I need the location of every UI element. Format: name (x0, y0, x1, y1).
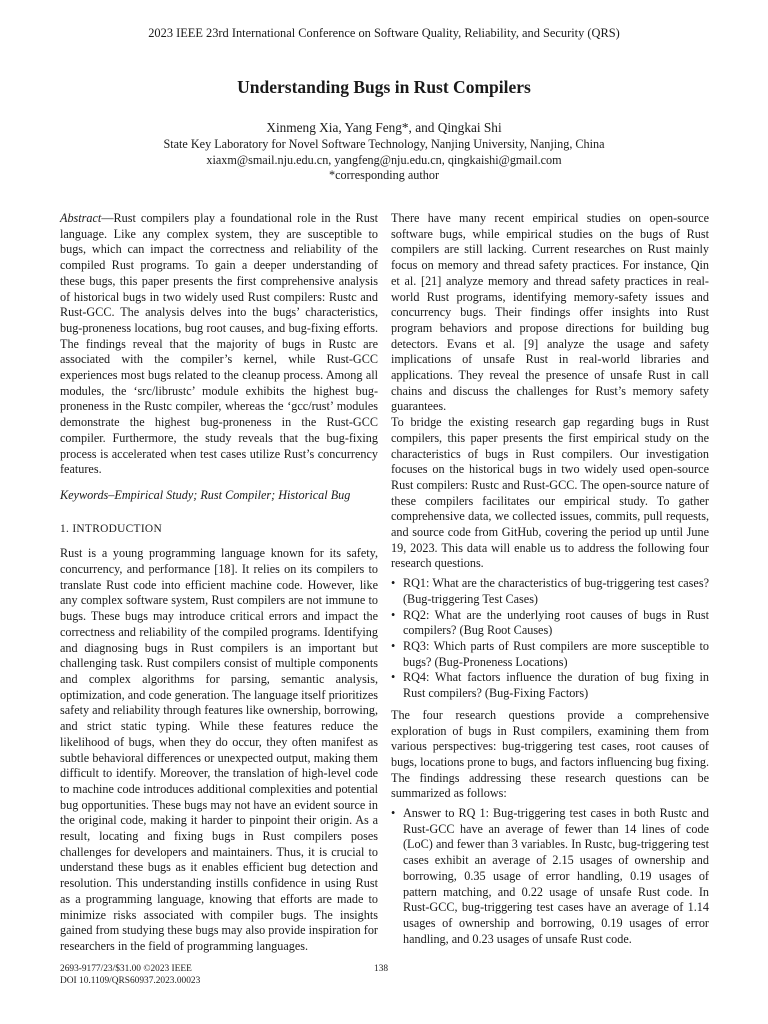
author-list: Xinmeng Xia, Yang Feng*, and Qingkai Shi (266, 120, 502, 135)
left-column (60, 211, 378, 955)
finding-item: • Answer to RQ 1: Bug-triggering test cases in both Rustc and Rust-GCC have an average of fewer than 14 lines of code (LoC) and fewer than 3 variables. In Rustc, bug-triggering test cases exhibit an average of 2.15 usages of ownership and borrowing, 0.35 usage of error handling, 0.19 usages of pattern matching, and 0.22 usage of unsafe Rust code. In Rust-GCC, bug-triggering test cases have an average of 1.14 usages of ownership and borrowing, 0.19 usages of error handling, and 0.23 usages of unsafe Rust code. (391, 806, 709, 947)
section-number: 1. (60, 522, 70, 535)
section-heading-introduction (60, 522, 378, 538)
intro-paragraph-1: Rust is a young programming language known for its safety, concurrency, and performance [18]. It relies on its compilers to translate Rust code into efficient machine code. However, like any complex software system, Rust compilers are not immune to bugs. These bugs may introduce critical errors and impact the correctness and reliability of the compiled programs. Identifying and diagnosing bugs in Rust compilers is an important but challenging task. Rust compilers consist of multiple components and complex algorithms for parsing, semantic analysis, optimization, and code generation. The language itself prioritizes safety and reliability through features like ownership, borrowing, and strict static typing. While these features reduce the likelihood of bugs, when they do occur, they often manifest as subtle behavioral differences or unexpected output, making them difficult to identify. Moreover, the translation of high-level code to machine code introduces additional complexities and potential bug opportunities. These bugs may not have an evident source in the original code, making it harder to pinpoint their origin. As a result, locating and fixing bugs in Rust compilers poses challenges for developers and maintainers. Thus, it is crucial to understand these bugs as it enables efficient bug detection and resolution. This understanding instills confidence in using Rust as a programming language, knowing that efforts are made to minimize risks associated with compiler bugs. The insights gained from studying these bugs may also provide inspiration for researchers in the field of programming languages. (60, 546, 378, 953)
paper-title: Understanding Bugs in Rust Compilers (237, 77, 531, 97)
section-title: INTRODUCTION (72, 522, 162, 535)
doi-line: DOI 10.1109/QRS60937.2023.00023 (60, 975, 201, 986)
research-question-item: • RQ1: What are the characteristics of bug-triggering test cases? (Bug-triggering Test Cases) (391, 576, 709, 607)
intro-paragraph-3: To bridge the existing research gap regarding bugs in Rust compilers, this paper presents the first empirical study on the characteristics of bugs in Rust compilers. Our investigation focuses on the historical bugs in two widely used open-source Rust compilers: Rustc and Rust-GCC. The open-source nature of these compilers facilitates our empirical study. To gather comprehensive data, we collected issues, commits, pull requests, and source code from GitHub, covering the period up until June 19, 2023. This data will enable us to address the following four research questions. (391, 415, 709, 571)
corresponding-note: *corresponding author (329, 168, 439, 182)
affiliation-block (0, 137, 768, 184)
isbn-line: 2693-9177/23/$31.00 ©2023 IEEE (60, 964, 192, 974)
author-emails: xiaxm@smail.nju.edu.cn, yangfeng@nju.edu.cn, qingkaishi@gmail.com (206, 152, 562, 167)
research-question-item: • RQ4: What factors influence the duration of bug fixing in Rust compilers? (Bug-Fixing Factors) (391, 670, 709, 701)
intro-paragraph-2: There have many recent empirical studies on open-source software bugs, while empirical studies on the bugs of Rust compilers are still lacking. Current researches on Rust mainly focus on memory and thread safety practices. For instance, Qin et al. [21] analyze memory and thread safety practices in real-world Rust programs, identifying memory-safety issues and concurrency bugs. Their findings offer insights into Rust program behaviors and propose directions for building bug detectors. Evans et al. [9] analyze the usage and safety implications of unsafe Rust in real-world libraries and applications. They reveal the presence of unsafe Rust in call chains and discuss the challenges for Rust’s memory safety guarantees. (391, 211, 709, 414)
abstract-text: —Rust compilers play a foundational role in the Rust language. Like any complex system, they are susceptible to bugs, which can impact the correctness and reliability of the compiled Rust programs. To gain a deeper understanding of these bugs, this paper presents the first comprehensive analysis of historical bugs in two widely used Rust compilers: Rustc and Rust-GCC. The analysis delves into the bugs’ characteristics, bug-proneness locations, bug root causes, and bug-fixing efforts. The findings reveal that the majority of bugs in Rustc are associated with the compiler’s kernel, while Rust-GCC experiences most bugs related to the cleanup process. Among all modules, the ‘src/librustc’ module exhibits the highest bug-proneness in the Rustc compiler, whereas the ‘gcc/rust’ modules demonstrate the highest bug-proneness in the Rust-GCC compiler. Furthermore, the study reveals that the bug-fixing process is accelerated when test cases utilize Rust’s concurrency features. (60, 211, 378, 477)
research-question-list (391, 576, 709, 702)
page-number: 138 (374, 964, 389, 974)
research-question-item: • RQ2: What are the underlying root causes of bugs in Rust compilers? (Bug Root Causes) (391, 608, 709, 639)
abstract-label: Abstract (60, 211, 102, 225)
conference-header: 2023 IEEE 23rd International Conference on Software Quality, Reliability, and Security (QRS) (148, 26, 620, 40)
right-column (391, 211, 709, 953)
keywords: Keywords–Empirical Study; Rust Compiler; Historical Bug (60, 487, 351, 502)
abstract (60, 211, 378, 478)
research-question-item: • RQ3: Which parts of Rust compilers are more susceptible to bugs? (Bug-Proneness Locations) (391, 639, 709, 670)
footer-copyright (60, 964, 200, 987)
findings-list (391, 806, 709, 947)
intro-paragraph-4: The four research questions provide a comprehensive exploration of bugs in Rust compilers, examining them from various perspectives: bug-triggering test cases, root causes of bugs, locations prone to bugs, and factors influencing bug fixing. The findings addressing these research questions can be summarized as follows: (391, 707, 709, 801)
affiliation: State Key Laboratory for Novel Software Technology, Nanjing University, Nanjing, China (163, 137, 605, 151)
